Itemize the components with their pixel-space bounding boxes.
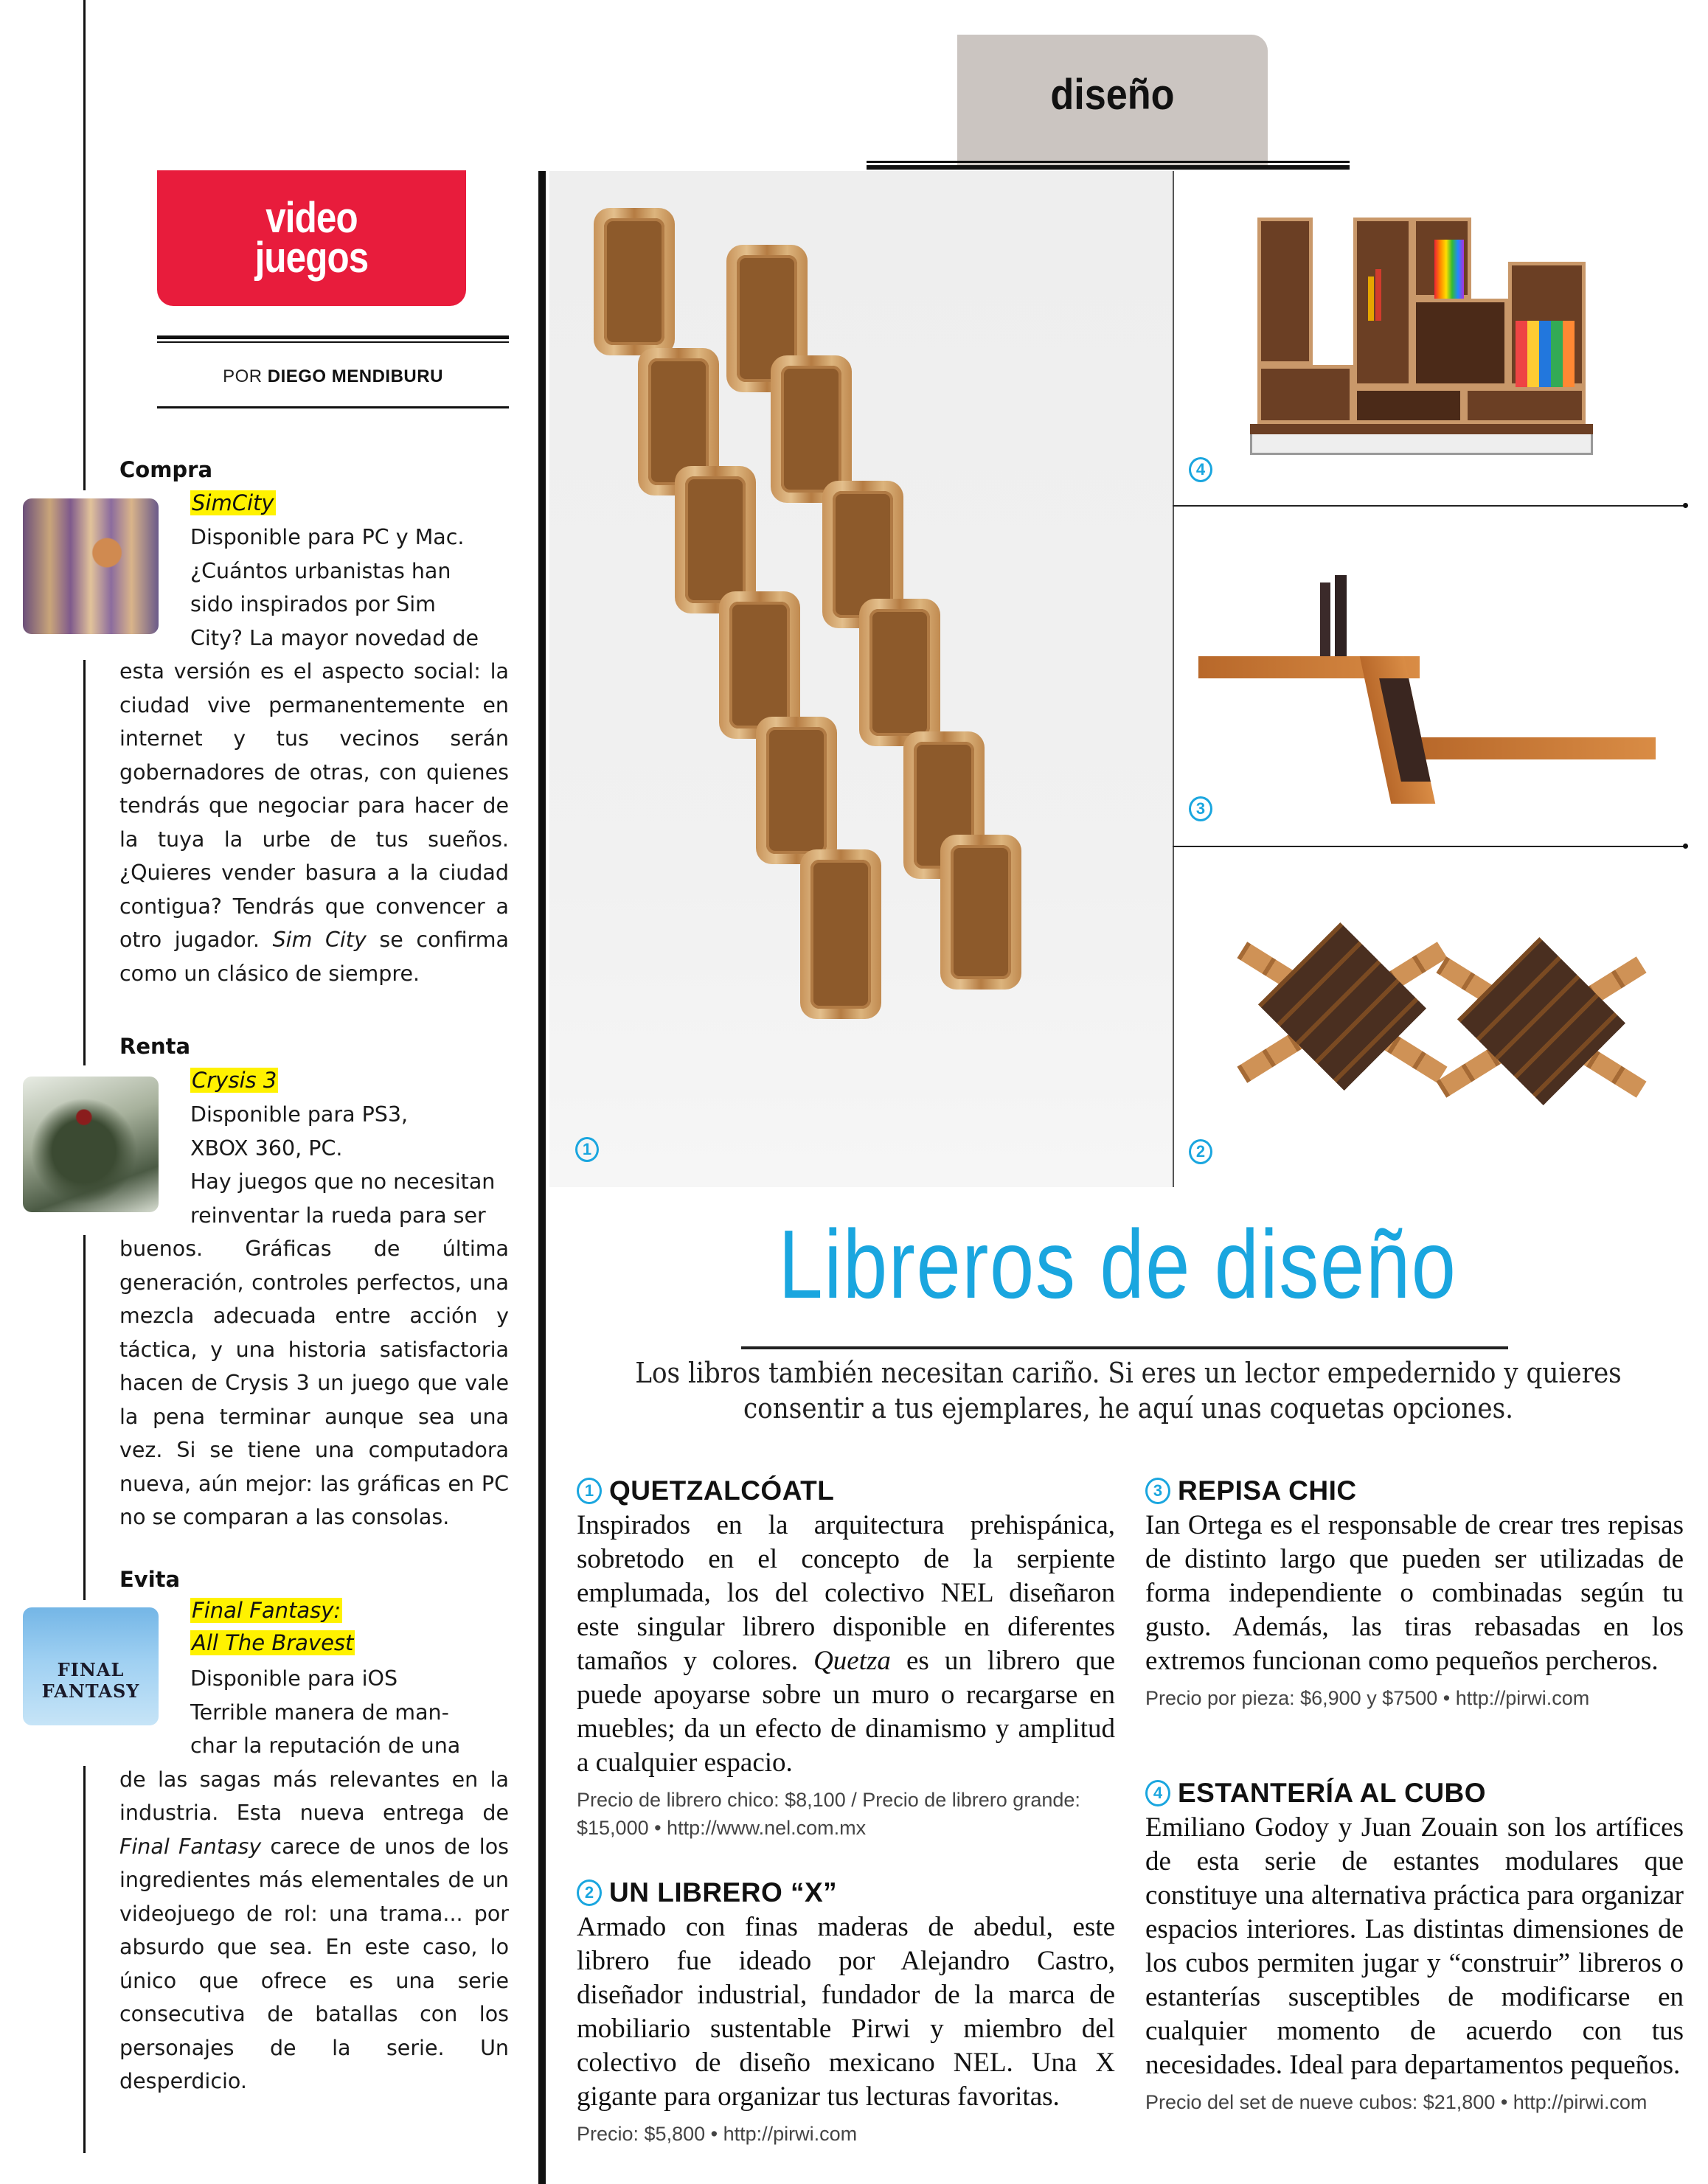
article-number-icon: 2 xyxy=(577,1879,602,1906)
article-quetzalcoatl xyxy=(577,1475,1115,1842)
game-review-crysis-3: Disponible para PS3, XBOX 360, PC. Hay juegos que no necesitan reinventar la rueda para ser buenos. Gráficas de última generación, controles perfectos, una mezcla adecuada entre acción y táctica, y una historia satisfactoria hacen de Crysis 3 un juego que vale la pena terminar aunque sea una vez. Si se tiene una computadora nueva, aún mejor: las gráficas en PC no se comparan a las consolas. xyxy=(119,1102,509,1529)
byline-author: DIEGO MENDIBURU xyxy=(267,366,443,386)
byline-rule-bottom xyxy=(157,406,509,408)
game-label-evita: Evita xyxy=(119,1567,181,1592)
image-repisa-chic xyxy=(1198,560,1656,767)
topic-rule xyxy=(867,161,1350,170)
platforms: Disponible para PC y Mac. xyxy=(190,525,465,549)
article-heading: REPISA CHIC xyxy=(1178,1475,1357,1506)
main-column-bar xyxy=(538,171,546,2184)
image-estanteria-al-cubo xyxy=(1257,218,1586,461)
image-number-1: 1 xyxy=(575,1137,599,1162)
article-number-icon: 3 xyxy=(1145,1478,1170,1504)
game-title-crysis-3: Crysis 3 xyxy=(192,1068,277,1093)
game-review-final-fantasy: Disponible para iOS Terrible manera de man- char la reputación de una de las sagas más relevantes en la industria. Esta nueva entrega de Final Fantasy carece de unos de los ingredientes más elementales de un videojuego de rol: una trama... por absurdo que sea. En este caso, lo único que ofrece es una serie consecutiva de batallas con los personajes de la serie. Un desperdicio. xyxy=(119,1666,510,2093)
byline-rule-top xyxy=(157,335,509,343)
topic-tab-label: diseño xyxy=(1050,71,1175,119)
article-body: Inspirados en la arquitectura prehispánica, sobretodo en el concepto de la serpiente emplumada, los del colectivo NEL diseñaron este singular librero disponible en diferentes tamaños y colores. Quetza es un librero que puede apoyarse sobre un muro o recargarse en muebles; da un efecto de dinamismo y amplitud a cualquier espacio. xyxy=(577,1510,1115,1778)
article-price: Precio de librero chico: $8,100 / Precio de librero grande: $15,000 • http://www.nel.com.mx xyxy=(577,1789,1080,1839)
game-title-final-fantasy: Final Fantasy: All The Bravest xyxy=(192,1598,354,1655)
article-heading: QUETZALCÓATL xyxy=(609,1475,835,1506)
section-badge-video-juegos xyxy=(157,170,466,306)
article-price: Precio: $5,800 • http://pirwi.com xyxy=(577,2123,858,2145)
game-label-compra: Compra xyxy=(119,457,213,482)
byline xyxy=(157,366,509,387)
image-number-3: 3 xyxy=(1189,796,1212,821)
image-divider xyxy=(1173,505,1686,507)
game-review-simcity: Disponible para PC y Mac. ¿Cuántos urbanistas han sido inspirados por Sim City? La mayor novedad de esta versión es el aspecto social: la ciudad vive permanentemente en internet y tus vecinos serán gobernadores de otras, con quienes tendrás que negociar para hacer de la tuya la urbe de tus sueños. ¿Quieres vender basura a la ciudad contigua? Tendrás que convencer a otro jugador. Sim City se confirma como un clásico de siempre. xyxy=(119,521,509,990)
article-body: Emiliano Godoy y Juan Zouain son los artífices de esta serie de estantes modulares que constituye una alternativa práctica para organizar espacios interiores. Las distintas dimensiones de los cubos permiten jugar y “construir” libreros o estanterías susceptibles de modificarse en cualquier momento de acuerdo con tus necesidades. Ideal para departamentos pequeños. xyxy=(1145,1812,1684,2080)
article-heading: UN LIBRERO “X” xyxy=(609,1877,838,1907)
article-body: Armado con finas maderas de abedul, este librero fue ideado por Alejandro Castro, diseñador industrial, fundador de la marca de mobiliario sustentable Pirwi y miembro del colectivo de diseño mexicano NEL. Una X gigante para organizar tus lecturas favoritas. xyxy=(577,1912,1115,2112)
image-divider xyxy=(1173,846,1686,847)
article-estanteria-al-cubo xyxy=(1145,1777,1684,2116)
article-repisa-chic xyxy=(1145,1475,1684,1712)
title-rule xyxy=(741,1346,1508,1349)
section-badge-line: juegos xyxy=(254,234,369,282)
article-number-icon: 1 xyxy=(577,1478,602,1504)
section-badge-line: video xyxy=(265,194,358,242)
game-title-simcity: SimCity xyxy=(192,490,274,515)
game-label-renta: Renta xyxy=(119,1034,191,1059)
image-quetzalcoatl-shelf xyxy=(549,171,1173,1187)
article-price: Precio del set de nueve cubos: $21,800 • http://pirwi.com xyxy=(1145,2091,1648,2113)
article-price: Precio por pieza: $6,900 y $7500 • http://pirwi.com xyxy=(1145,1687,1590,1709)
article-heading: ESTANTERÍA AL CUBO xyxy=(1178,1778,1487,1808)
byline-prefix: POR xyxy=(223,366,263,386)
final-fantasy-logo: FINAL FANTASY xyxy=(41,1659,140,1702)
topic-tab-diseno xyxy=(957,35,1268,170)
article-body: Ian Ortega es el responsable de crear tres repisas de distinto largo que pueden ser utilizadas de forma independiente o combinadas según tu gusto. Además, las tiras rebasadas en los extremos funcionan como pequeños percheros. xyxy=(1145,1510,1684,1676)
image-number-4: 4 xyxy=(1189,457,1212,482)
image-librero-x xyxy=(1209,885,1667,1165)
feature-title: Libreros de diseño xyxy=(778,1210,1457,1318)
article-librero-x xyxy=(577,1877,1115,2148)
article-number-icon: 4 xyxy=(1145,1780,1170,1806)
feature-dek: Los libros también necesitan cariño. Si eres un lector empedernido y quieres consentir a tus ejemplares, he aquí unas coquetas opciones. xyxy=(635,1357,1622,1425)
image-number-2: 2 xyxy=(1189,1139,1212,1164)
